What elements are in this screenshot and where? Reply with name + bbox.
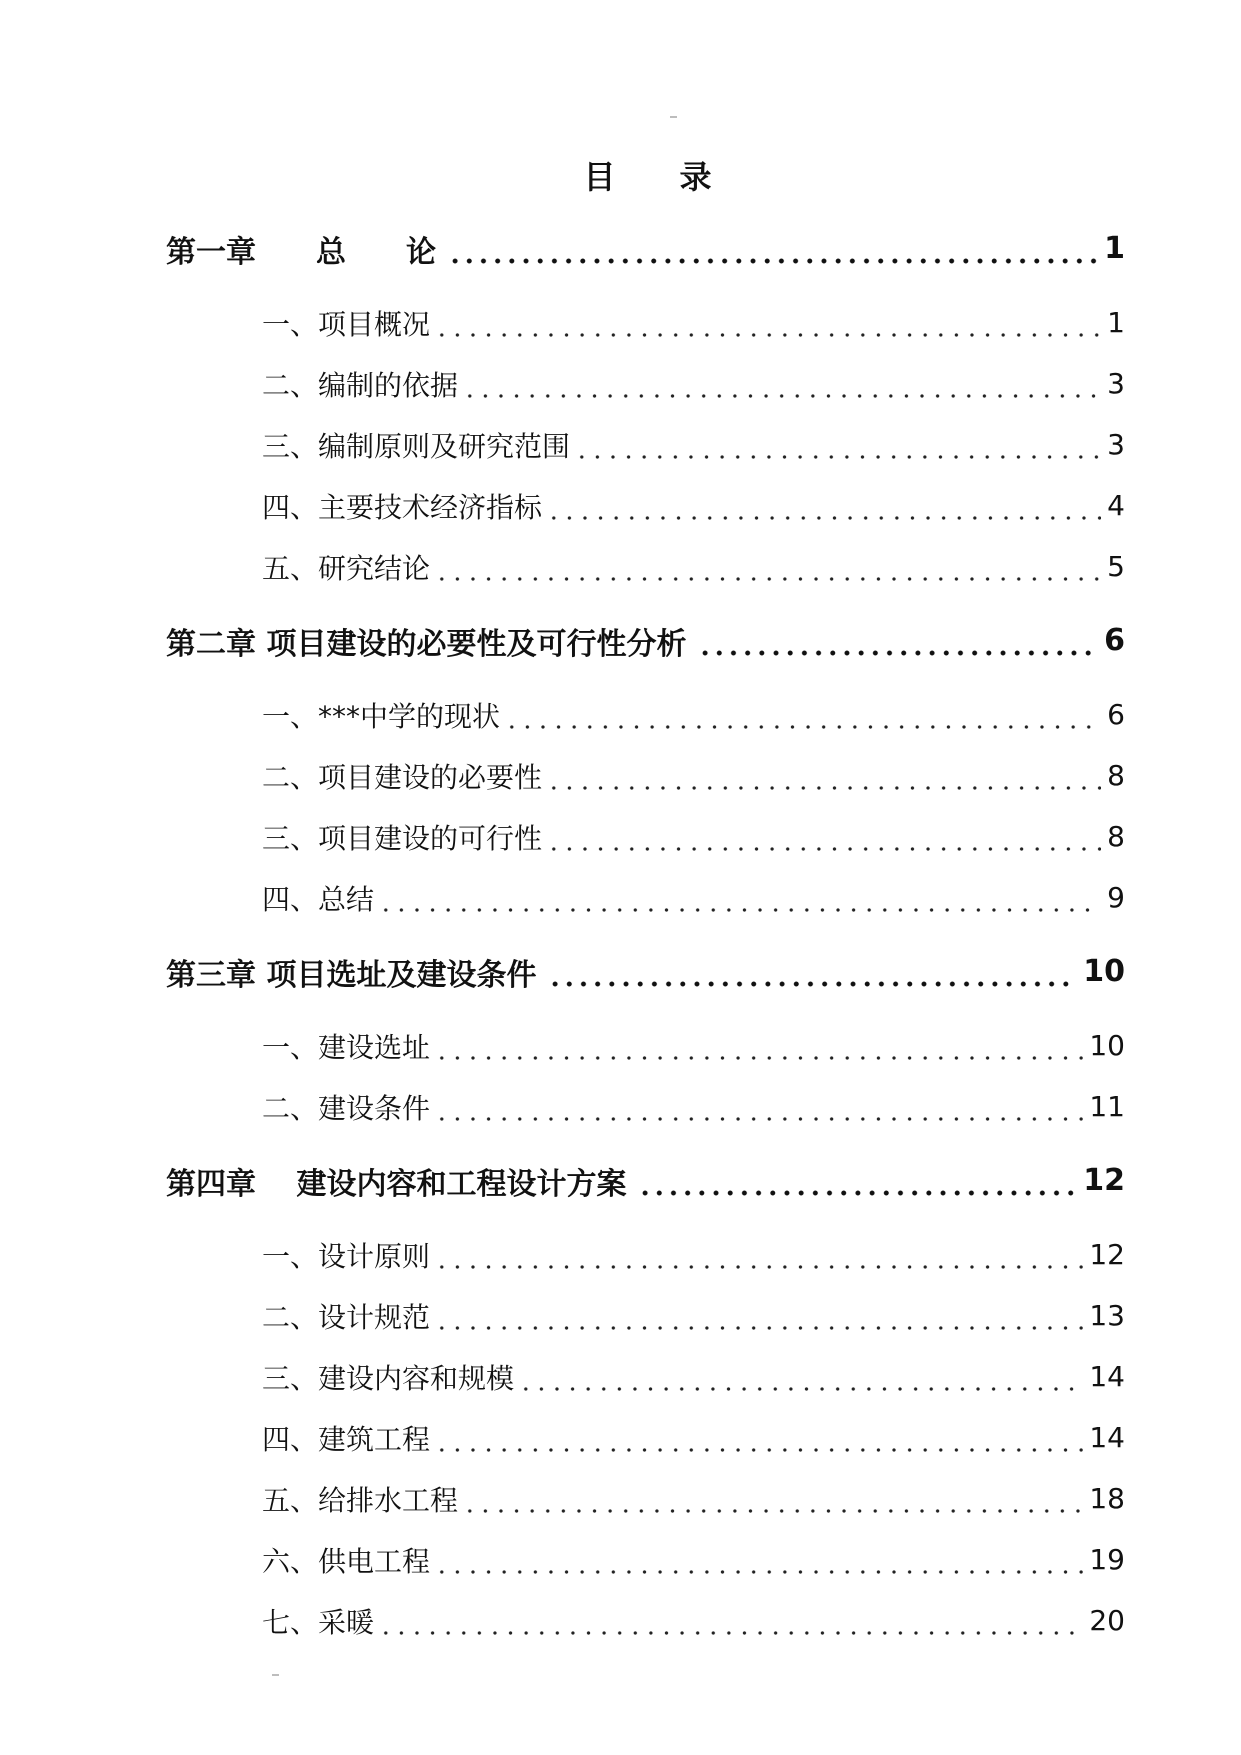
- toc-page-number: 5: [1107, 550, 1125, 583]
- toc-section-row[interactable]: [0, 1407, 1241, 1468]
- toc-section-row[interactable]: [0, 867, 1241, 928]
- toc-leader-dots: [448, 257, 1098, 265]
- toc-section-row[interactable]: [0, 353, 1241, 414]
- toc-chapter-title: 第三章 项目选址及建设条件: [166, 957, 537, 993]
- toc-section-title: 四、总结: [262, 882, 375, 916]
- toc-section-title: 五、给排水工程: [262, 1483, 459, 1517]
- toc-section-title: 一、***中学的现状: [262, 699, 501, 733]
- toc-leader-dots: [434, 1568, 1083, 1576]
- table-of-contents: [0, 205, 1241, 1651]
- toc-section-row[interactable]: [0, 1529, 1241, 1590]
- toc-section-row[interactable]: [0, 1590, 1241, 1651]
- toc-leader-dots: [434, 1446, 1083, 1454]
- toc-section-title: 七、采暖: [262, 1605, 375, 1639]
- toc-page-number: 3: [1107, 367, 1125, 400]
- toc-section-row[interactable]: [0, 1076, 1241, 1137]
- toc-section-title: 二、编制的依据: [262, 368, 459, 402]
- toc-section-title: 一、设计原则: [262, 1239, 431, 1273]
- toc-section-row[interactable]: [0, 536, 1241, 597]
- toc-chapter-row[interactable]: [0, 941, 1241, 1002]
- toc-leader-dots: [434, 1324, 1083, 1332]
- toc-page-number: 8: [1107, 820, 1125, 853]
- toc-leader-dots: [462, 392, 1101, 400]
- toc-section-row[interactable]: [0, 684, 1241, 745]
- toc-page-number: 12: [1089, 1238, 1125, 1271]
- toc-page-number: 20: [1089, 1604, 1125, 1637]
- toc-leader-dots: [378, 1629, 1083, 1637]
- toc-leader-dots: [504, 723, 1101, 731]
- toc-page-number: 11: [1089, 1090, 1125, 1123]
- toc-leader-dots: [546, 784, 1101, 792]
- toc-leader-dots: [638, 1189, 1077, 1197]
- toc-leader-dots: [434, 575, 1101, 583]
- toc-chapter-title: 第一章 总 论: [166, 234, 436, 270]
- toc-leader-dots: [698, 649, 1098, 657]
- toc-page-number: 1: [1107, 306, 1125, 339]
- toc-section-row[interactable]: [0, 1285, 1241, 1346]
- toc-section-title: 三、建设内容和规模: [262, 1361, 515, 1395]
- toc-section-title: 一、项目概况: [262, 307, 431, 341]
- toc-leader-dots: [574, 453, 1101, 461]
- toc-leader-dots: [434, 1054, 1083, 1062]
- toc-section-title: 四、建筑工程: [262, 1422, 431, 1456]
- toc-section-row[interactable]: [0, 414, 1241, 475]
- toc-chapter-title: 第二章 项目建设的必要性及可行性分析: [166, 626, 687, 662]
- toc-section-title: 三、项目建设的可行性: [262, 821, 543, 855]
- toc-page-number: 3: [1107, 428, 1125, 461]
- toc-page-number: 18: [1089, 1482, 1125, 1515]
- toc-chapter-row[interactable]: [0, 218, 1241, 279]
- toc-section-title: 六、供电工程: [262, 1544, 431, 1578]
- toc-page-number: 13: [1089, 1299, 1125, 1332]
- toc-section-row[interactable]: [0, 292, 1241, 353]
- toc-section-row[interactable]: [0, 1468, 1241, 1529]
- toc-page-number: 10: [1083, 954, 1125, 989]
- toc-page-number: 14: [1089, 1360, 1125, 1393]
- toc-page-number: 19: [1089, 1543, 1125, 1576]
- toc-section-title: 四、主要技术经济指标: [262, 490, 543, 524]
- toc-section-title: 二、设计规范: [262, 1300, 431, 1334]
- toc-section-row[interactable]: [0, 475, 1241, 536]
- toc-section-row[interactable]: [0, 1015, 1241, 1076]
- toc-page-number: 6: [1104, 623, 1125, 658]
- toc-chapter-row[interactable]: [0, 610, 1241, 671]
- toc-page-number: 9: [1107, 881, 1125, 914]
- toc-page-number: 4: [1107, 489, 1125, 522]
- toc-leader-dots: [378, 906, 1101, 914]
- toc-leader-dots: [548, 980, 1077, 988]
- toc-section-title: 二、项目建设的必要性: [262, 760, 543, 794]
- toc-leader-dots: [546, 845, 1101, 853]
- toc-page-number: 10: [1089, 1029, 1125, 1062]
- toc-section-title: 二、建设条件: [262, 1091, 431, 1125]
- page-header-mark: [670, 116, 677, 118]
- toc-chapter-title: 第四章 建设内容和工程设计方案: [166, 1166, 627, 1202]
- toc-section-row[interactable]: [0, 745, 1241, 806]
- page-title: 目 录: [583, 158, 712, 196]
- toc-leader-dots: [462, 1507, 1083, 1515]
- toc-page-number: 14: [1089, 1421, 1125, 1454]
- toc-leader-dots: [518, 1385, 1083, 1393]
- toc-leader-dots: [434, 1263, 1083, 1271]
- toc-section-title: 三、编制原则及研究范围: [262, 429, 571, 463]
- toc-section-row[interactable]: [0, 1224, 1241, 1285]
- toc-leader-dots: [434, 1115, 1083, 1123]
- toc-page-number: 12: [1083, 1163, 1125, 1198]
- toc-section-title: 五、研究结论: [262, 551, 431, 585]
- toc-page-number: 8: [1107, 759, 1125, 792]
- toc-page-number: 1: [1104, 231, 1125, 266]
- toc-chapter-row[interactable]: [0, 1150, 1241, 1211]
- page-footer-mark: [272, 1674, 279, 1676]
- toc-section-title: 一、建设选址: [262, 1030, 431, 1064]
- toc-section-row[interactable]: [0, 806, 1241, 867]
- toc-section-row[interactable]: [0, 1346, 1241, 1407]
- toc-leader-dots: [546, 514, 1101, 522]
- toc-leader-dots: [434, 331, 1101, 339]
- toc-page-number: 6: [1107, 698, 1125, 731]
